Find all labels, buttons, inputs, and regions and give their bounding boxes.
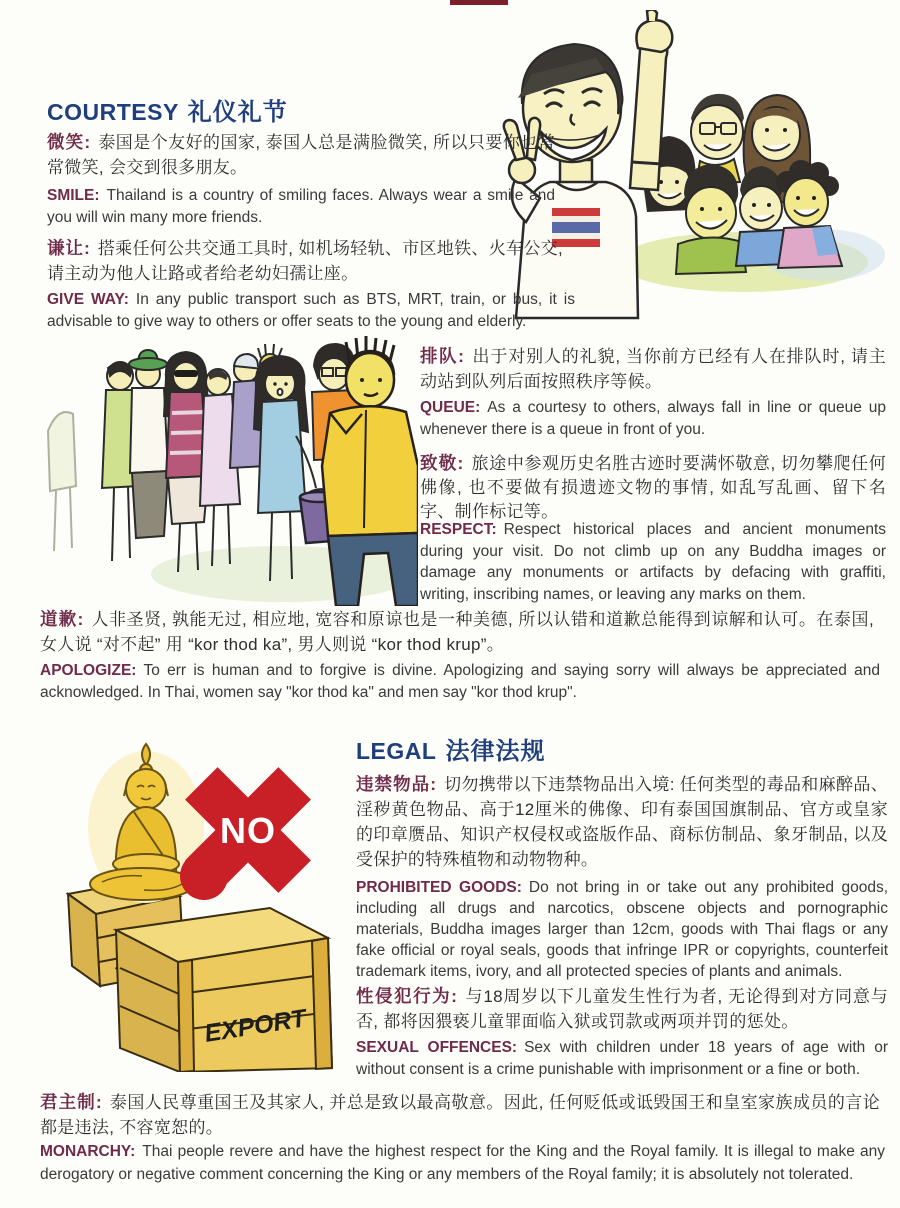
smile-zh-paragraph <box>47 130 555 180</box>
apologize-zh-paragraph <box>40 607 874 657</box>
monarchy-zh-text: 泰国人民尊重国王及其家人, 并总是致以最高敬意。因此, 任何贬低或诋毁国王和皇室家族成员的言论都是违法, 不容宽恕的。 <box>40 1093 880 1137</box>
respect-en-text: Respect historical places and ancient monuments during your visit. Do not climb up on any Buddha images or damage any monuments or artifacts by defacing with graffiti, writing, inscribing names, or leaving any marks on them. <box>420 521 886 603</box>
sexual-offences-en-label: SEXUAL OFFENCES: <box>356 1039 518 1056</box>
respect-en-label: RESPECT: <box>420 521 497 538</box>
prohibited-en-paragraph <box>356 877 888 982</box>
smile-zh-label: 微笑: <box>47 132 92 152</box>
queue-illustration <box>28 336 418 606</box>
apologize-zh-text: 人非圣贤, 孰能无过, 相应地, 宽容和原谅也是一种美德, 所以认错和道歉总能得到谅解和认可。在泰国, 女人说 “对不起” 用 “kor thod ka”, 男人则说 “kor thod krup”。 <box>40 610 874 654</box>
respect-zh-label: 致敬: <box>420 453 465 473</box>
page-corner-mark <box>450 0 508 5</box>
smile-en-label: SMILE: <box>47 187 100 204</box>
prohibited-zh-label: 违禁物品: <box>356 774 438 794</box>
courtesy-heading-zh: 礼仪礼节 <box>187 99 288 126</box>
no-export-illustration <box>58 742 358 1072</box>
queue-en-text: As a courtesy to others, always fall in line or queue up whenever there is a queue in front of you. <box>420 399 886 438</box>
queue-en-paragraph <box>420 397 886 440</box>
give-way-en-label: GIVE WAY: <box>47 291 129 308</box>
prohibited-zh-text: 切勿携带以下违禁物品出入境: 任何类型的毒品和麻醉品、淫秽黄色物品、高于12厘米的佛像、印有泰国国旗制品、官方或皇家的印章赝品、知识产权侵权或盗版作品、商标仿制品、象牙制品, 以及受保护的特殊植物和动物物种。 <box>356 775 889 869</box>
apologize-zh-label: 道歉: <box>40 609 85 629</box>
monarchy-en-label: MONARCHY: <box>40 1143 136 1160</box>
monarchy-en-text: Thai people revere and have the highest respect for the King and the Royal family. It is illegal to make any derogatory or negative comment concerning the King or any members of the Royal family; it is absolutely not tolerated. <box>40 1143 885 1183</box>
give-way-zh-paragraph <box>47 236 563 286</box>
queue-zh-label: 排队: <box>420 346 465 366</box>
respect-en-paragraph <box>420 519 886 605</box>
queue-figure-faint <box>48 412 76 551</box>
legal-heading <box>356 731 545 766</box>
queue-en-label: QUEUE: <box>420 399 481 416</box>
smile-zh-text: 泰国是个友好的国家, 泰国人总是满脸微笑, 所以只要你也常常微笑, 会交到很多朋友。 <box>47 133 556 177</box>
apologize-en-text: To err is human and to forgive is divine. Apologizing and saying sorry will always be appreciated and acknowledged. In Thai, women say "kor thod ka" and men say "kor thod krup". <box>40 662 880 701</box>
courtesy-heading <box>47 92 288 127</box>
courtesy-heading-en: COURTESY <box>47 99 179 125</box>
monarchy-zh-paragraph <box>40 1090 880 1140</box>
apologize-en-label: APOLOGIZE: <box>40 662 137 679</box>
legal-heading-en: LEGAL <box>356 738 437 764</box>
give-way-en-text: In any public transport such as BTS, MRT, train, or bus, it is advisable to give way to others or offer seats to the young and elderly. <box>47 291 575 330</box>
smile-en-paragraph <box>47 185 555 228</box>
give-way-zh-text: 搭乘任何公共交通工具时, 如机场轻轨、市区地铁、火车公交, 请主动为他人让路或者给老幼妇孺让座。 <box>47 239 564 283</box>
prohibited-en-label: PROHIBITED GOODS: <box>356 879 522 896</box>
respect-zh-paragraph <box>420 451 886 524</box>
monarchy-en-paragraph <box>40 1141 885 1186</box>
sexual-offences-zh-label: 性侵犯行为: <box>356 986 459 1006</box>
crate-front <box>116 908 332 1072</box>
monarchy-zh-label: 君主制: <box>40 1092 103 1112</box>
smile-en-text: Thailand is a country of smiling faces. Always wear a smile and you will win many more friends. <box>47 187 555 226</box>
no-label: NO <box>220 810 276 851</box>
sexual-offences-en-text: Sex with children under 18 years of age with or without consent is a crime punishable with imprisonment or a fine or both. <box>356 1039 889 1078</box>
prohibited-en-text: Do not bring in or take out any prohibited goods, including all drugs and narcotics, obscene objects and pornographic materials, Buddha images larger than 12cm, goods with Thai flags or any fake official or royal seals, goods that infringe IPR or copyrights, counterfeit trademark items, ivory, and all protected species of plants and animals. <box>356 879 888 980</box>
queue-zh-paragraph <box>420 344 886 394</box>
prohibited-zh-paragraph <box>356 772 888 872</box>
queue-man-hat <box>129 350 168 538</box>
sexual-offences-en-paragraph <box>356 1037 888 1080</box>
sexual-offences-zh-paragraph <box>356 984 888 1034</box>
crate-front-label: EXPORT <box>202 1004 309 1048</box>
give-way-en-paragraph <box>47 289 575 332</box>
crowd-man-curly <box>776 160 842 268</box>
respect-zh-text: 旅途中参观历史名胜古迹时要满怀敬意, 切勿攀爬任何佛像, 也不要做有损遗迹文物的事情, 如乱写乱画、留下名字、制作标记等。 <box>420 454 886 521</box>
queue-zh-text: 出于对别人的礼貌, 当你前方已经有人在排队时, 请主动站到队列后面按照秩序等候。 <box>420 347 887 391</box>
apologize-en-paragraph <box>40 660 880 703</box>
sexual-offences-zh-text: 与18周岁以下儿童发生性行为者, 无论得到对方同意与否, 都将因猥亵儿童罪面临入狱或罚款或两项并罚的惩处。 <box>356 987 889 1031</box>
legal-heading-zh: 法律法规 <box>445 738 546 765</box>
give-way-zh-label: 谦让: <box>47 238 91 258</box>
